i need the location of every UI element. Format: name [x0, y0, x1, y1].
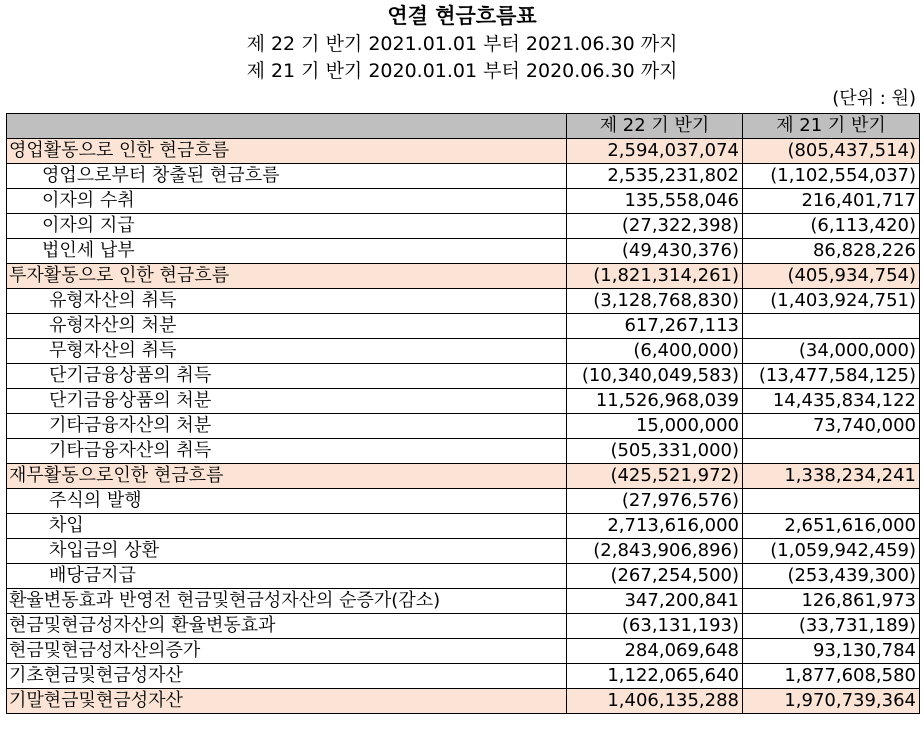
table-row [7, 264, 920, 289]
row-current: (49,430,376) [567, 239, 743, 264]
cash-flow-table [6, 113, 920, 714]
table-row [7, 464, 920, 489]
row-prior [743, 439, 920, 464]
row-label: 영업으로부터 창출된 현금흐름 [7, 164, 567, 189]
table-row [7, 189, 920, 214]
header-current: 제 22 기 반기 [567, 114, 743, 139]
table-row [7, 689, 920, 714]
row-current: 617,267,113 [567, 314, 743, 339]
header-label [7, 114, 567, 139]
row-current: 15,000,000 [567, 414, 743, 439]
row-label: 주식의 발행 [7, 489, 567, 514]
row-current: 2,594,037,074 [567, 139, 743, 164]
table-header-row [7, 114, 920, 139]
row-label: 단기금융상품의 처분 [7, 389, 567, 414]
row-prior: 86,828,226 [743, 239, 920, 264]
table-row [7, 164, 920, 189]
table-row [7, 214, 920, 239]
row-label: 이자의 수취 [7, 189, 567, 214]
table-row [7, 664, 920, 689]
row-current: (1,821,314,261) [567, 264, 743, 289]
table-row [7, 639, 920, 664]
row-prior: 93,130,784 [743, 639, 920, 664]
row-label: 영업활동으로 인한 현금흐름 [7, 139, 567, 164]
row-current: 284,069,648 [567, 639, 743, 664]
row-label: 투자활동으로 인한 현금흐름 [7, 264, 567, 289]
row-current: (505,331,000) [567, 439, 743, 464]
row-current: (6,400,000) [567, 339, 743, 364]
row-prior: (13,477,584,125) [743, 364, 920, 389]
table-row [7, 139, 920, 164]
table-row [7, 514, 920, 539]
row-prior [743, 314, 920, 339]
row-current: (2,843,906,896) [567, 539, 743, 564]
row-current: 135,558,046 [567, 189, 743, 214]
row-current: (27,322,398) [567, 214, 743, 239]
row-prior: (6,113,420) [743, 214, 920, 239]
row-current: 1,122,065,640 [567, 664, 743, 689]
row-prior: 14,435,834,122 [743, 389, 920, 414]
row-label: 현금및현금성자산의 환율변동효과 [7, 614, 567, 639]
row-current: 2,535,231,802 [567, 164, 743, 189]
row-prior: 1,338,234,241 [743, 464, 920, 489]
row-prior: (34,000,000) [743, 339, 920, 364]
period-current: 제 22 기 반기 2021.01.01 부터 2021.06.30 까지 [246, 33, 678, 55]
row-prior: (1,059,942,459) [743, 539, 920, 564]
row-current: 2,713,616,000 [567, 514, 743, 539]
row-prior: (1,102,554,037) [743, 164, 920, 189]
row-prior: 1,877,608,580 [743, 664, 920, 689]
table-row [7, 314, 920, 339]
table-row [7, 389, 920, 414]
row-label: 차입 [7, 514, 567, 539]
statement-title: 연결 현금흐름표 [387, 4, 537, 28]
table-row [7, 489, 920, 514]
table-row [7, 589, 920, 614]
table-row [7, 339, 920, 364]
unit-label: (단위 : 원) [832, 88, 916, 109]
row-label: 차입금의 상환 [7, 539, 567, 564]
header-prior: 제 21 기 반기 [743, 114, 920, 139]
row-current: (10,340,049,583) [567, 364, 743, 389]
row-prior: (805,437,514) [743, 139, 920, 164]
table-row [7, 239, 920, 264]
table-row [7, 614, 920, 639]
row-prior: (253,439,300) [743, 564, 920, 589]
row-label: 단기금융상품의 취득 [7, 364, 567, 389]
table-row [7, 539, 920, 564]
table-row [7, 414, 920, 439]
row-prior [743, 489, 920, 514]
row-label: 기말현금및현금성자산 [7, 689, 567, 714]
row-prior: (33,731,189) [743, 614, 920, 639]
table-row [7, 364, 920, 389]
table-row [7, 564, 920, 589]
row-label: 배당금지급 [7, 564, 567, 589]
row-label: 이자의 지급 [7, 214, 567, 239]
row-prior: 73,740,000 [743, 414, 920, 439]
row-current: (425,521,972) [567, 464, 743, 489]
row-prior: (405,934,754) [743, 264, 920, 289]
row-current: 11,526,968,039 [567, 389, 743, 414]
row-current: (63,131,193) [567, 614, 743, 639]
row-label: 기타금융자산의 취득 [7, 439, 567, 464]
row-prior: 2,651,616,000 [743, 514, 920, 539]
row-label: 법인세 납부 [7, 239, 567, 264]
row-label: 기타금융자산의 처분 [7, 414, 567, 439]
row-current: 1,406,135,288 [567, 689, 743, 714]
row-label: 기초현금및현금성자산 [7, 664, 567, 689]
row-prior: 216,401,717 [743, 189, 920, 214]
row-label: 유형자산의 처분 [7, 314, 567, 339]
row-current: 347,200,841 [567, 589, 743, 614]
row-prior: 1,970,739,364 [743, 689, 920, 714]
row-label: 환율변동효과 반영전 현금및현금성자산의 순증가(감소) [7, 589, 567, 614]
table-row [7, 439, 920, 464]
row-label: 현금및현금성자산의증가 [7, 639, 567, 664]
row-current: (27,976,576) [567, 489, 743, 514]
row-prior: (1,403,924,751) [743, 289, 920, 314]
row-prior: 126,861,973 [743, 589, 920, 614]
row-label: 재무활동으로인한 현금흐름 [7, 464, 567, 489]
row-label: 무형자산의 취득 [7, 339, 567, 364]
row-label: 유형자산의 취득 [7, 289, 567, 314]
row-current: (267,254,500) [567, 564, 743, 589]
row-current: (3,128,768,830) [567, 289, 743, 314]
period-prior: 제 21 기 반기 2020.01.01 부터 2020.06.30 까지 [246, 60, 678, 82]
table-row [7, 289, 920, 314]
